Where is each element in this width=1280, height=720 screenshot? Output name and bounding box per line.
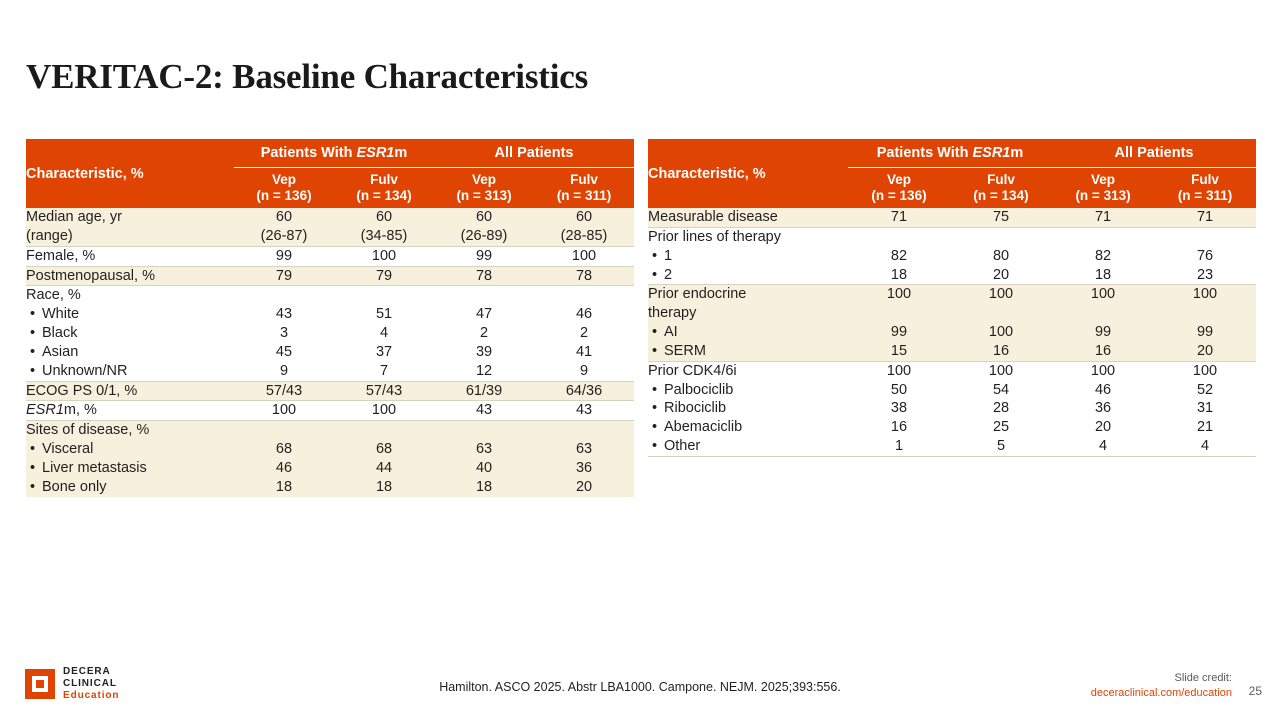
header-col-vep-136: Vep (n = 136) <box>848 168 950 209</box>
header-col-vep-313: Vep (n = 313) <box>1052 168 1154 209</box>
page-title: VERITAC-2: Baseline Characteristics <box>26 57 588 96</box>
cell-value: 100 46 36 20 4 <box>1052 361 1154 456</box>
list-item: • Black <box>26 324 234 343</box>
cell-value: 100 50 38 16 1 <box>848 361 950 456</box>
list-item: • SERM <box>648 342 848 361</box>
row-label-median-age: Median age, yr (range) <box>26 208 234 246</box>
table-row <box>26 381 634 401</box>
cell-value: 71 <box>1052 208 1154 227</box>
header-col-fulv-134: Fulv (n = 134) <box>950 168 1052 209</box>
cell-value: 68 46 18 <box>234 421 334 497</box>
row-label-prior-cdk46i: Prior CDK4/6i • Palbociclib • Ribociclib • Abemaciclib • Other <box>648 361 848 456</box>
cell-value: 100 99 20 <box>1154 285 1256 361</box>
baseline-characteristics-table-right <box>648 139 1256 457</box>
list-item: • Unknown/NR <box>26 362 234 381</box>
cell-value: 82 18 <box>848 227 950 285</box>
cell-value: 61/39 <box>434 381 534 401</box>
cell-value: 57/43 <box>334 381 434 401</box>
header-characteristic: Characteristic, % <box>26 139 234 208</box>
list-item: • Visceral <box>26 440 234 459</box>
slide-credit: Slide credit: deceraclinical.com/education <box>1090 672 1232 699</box>
header-group-all-patients: All Patients <box>434 139 634 168</box>
header-col-fulv-311: Fulv (n = 311) <box>534 168 634 209</box>
page-number: 25 <box>1248 684 1262 698</box>
cell-value: 80 20 <box>950 227 1052 285</box>
cell-value: 60 (28-85) <box>534 208 634 246</box>
row-sublabels <box>26 305 234 380</box>
cell-value: 60 (26-87) <box>234 208 334 246</box>
row-label-esr1m: ESR1m, % <box>26 401 234 421</box>
cell-value: 47 2 39 12 <box>434 286 534 381</box>
cell-value: 43 <box>534 401 634 421</box>
table-row <box>648 285 1256 361</box>
cell-value: 63 40 18 <box>434 421 534 497</box>
cell-value: 100 52 31 21 4 <box>1154 361 1256 456</box>
row-label-postmenopausal: Postmenopausal, % <box>26 266 234 286</box>
row-label-sites-of-disease: Sites of disease, % • Visceral • Liver metastasis • Bone only <box>26 421 234 497</box>
cell-value: 100 54 28 25 5 <box>950 361 1052 456</box>
row-sublabels <box>648 381 848 456</box>
logo-text: DECERA CLINICAL Education <box>63 666 120 702</box>
header-col-vep-136: Vep (n = 136) <box>234 168 334 209</box>
header-characteristic: Characteristic, % <box>648 139 848 208</box>
list-item: • Palbociclib <box>648 381 848 400</box>
list-item: • Ribociclib <box>648 399 848 418</box>
cell-value: 75 <box>950 208 1052 227</box>
cell-value: 43 3 45 9 <box>234 286 334 381</box>
list-item: • Other <box>648 437 848 456</box>
row-sublabels <box>26 440 234 497</box>
table-header-row <box>26 139 634 168</box>
table-row <box>26 208 634 246</box>
cell-value: 71 <box>1154 208 1256 227</box>
row-sublabels <box>648 323 848 361</box>
row-label-prior-lines-of-therapy: Prior lines of therapy • 1 • 2 <box>648 227 848 285</box>
table-row <box>26 266 634 286</box>
cell-value: 100 <box>534 246 634 266</box>
slide-credit-link[interactable]: deceraclinical.com/education <box>1090 686 1232 699</box>
cell-value: 63 36 20 <box>534 421 634 497</box>
baseline-characteristics-table-left <box>26 139 634 497</box>
cell-value: 64/36 <box>534 381 634 401</box>
header-col-vep-313: Vep (n = 313) <box>434 168 534 209</box>
cell-value: 99 <box>434 246 534 266</box>
row-label-measurable-disease: Measurable disease <box>648 208 848 227</box>
row-label-ecog-ps: ECOG PS 0/1, % <box>26 381 234 401</box>
header-group-esr1m: Patients With ESR1m <box>848 139 1052 168</box>
table-row <box>648 208 1256 227</box>
cell-value: 78 <box>434 266 534 286</box>
cell-value: 79 <box>234 266 334 286</box>
list-item: • Asian <box>26 343 234 362</box>
header-group-all-patients: All Patients <box>1052 139 1256 168</box>
cell-value: 60 (34-85) <box>334 208 434 246</box>
cell-value: 76 23 <box>1154 227 1256 285</box>
cell-value: 46 2 41 9 <box>534 286 634 381</box>
list-item: • 1 <box>648 247 848 266</box>
table-row <box>648 227 1256 285</box>
list-item: • AI <box>648 323 848 342</box>
table-row <box>26 246 634 266</box>
row-label-race: Race, % • White • Black • Asian • Unknown/NR <box>26 286 234 381</box>
header-group-esr1m: Patients With ESR1m <box>234 139 434 168</box>
table-row <box>648 361 1256 456</box>
cell-value: 100 99 15 <box>848 285 950 361</box>
cell-value: 100 <box>234 401 334 421</box>
list-item: • White <box>26 305 234 324</box>
citation: Hamilton. ASCO 2025. Abstr LBA1000. Campone. NEJM. 2025;393:556. <box>439 680 841 694</box>
table-row <box>26 401 634 421</box>
cell-value: 71 <box>848 208 950 227</box>
cell-value: 51 4 37 7 <box>334 286 434 381</box>
cell-value: 60 (26-89) <box>434 208 534 246</box>
table-header-row <box>648 139 1256 168</box>
cell-value: 43 <box>434 401 534 421</box>
cell-value: 68 44 18 <box>334 421 434 497</box>
row-sublabels <box>648 247 848 285</box>
list-item: • Bone only <box>26 478 234 497</box>
header-col-fulv-134: Fulv (n = 134) <box>334 168 434 209</box>
cell-value: 99 <box>234 246 334 266</box>
header-col-fulv-311: Fulv (n = 311) <box>1154 168 1256 209</box>
list-item: • Abemaciclib <box>648 418 848 437</box>
cell-value: 79 <box>334 266 434 286</box>
cell-value: 100 <box>334 401 434 421</box>
list-item: • 2 <box>648 266 848 285</box>
row-label-female: Female, % <box>26 246 234 266</box>
cell-value: 100 <box>334 246 434 266</box>
row-label-prior-endocrine-therapy: Prior endocrine therapy • AI • SERM <box>648 285 848 361</box>
cell-value: 100 99 16 <box>1052 285 1154 361</box>
table-row <box>26 421 634 497</box>
cell-value: 78 <box>534 266 634 286</box>
cell-value: 100 100 16 <box>950 285 1052 361</box>
cell-value: 82 18 <box>1052 227 1154 285</box>
table-row <box>26 286 634 381</box>
list-item: • Liver metastasis <box>26 459 234 478</box>
cell-value: 57/43 <box>234 381 334 401</box>
